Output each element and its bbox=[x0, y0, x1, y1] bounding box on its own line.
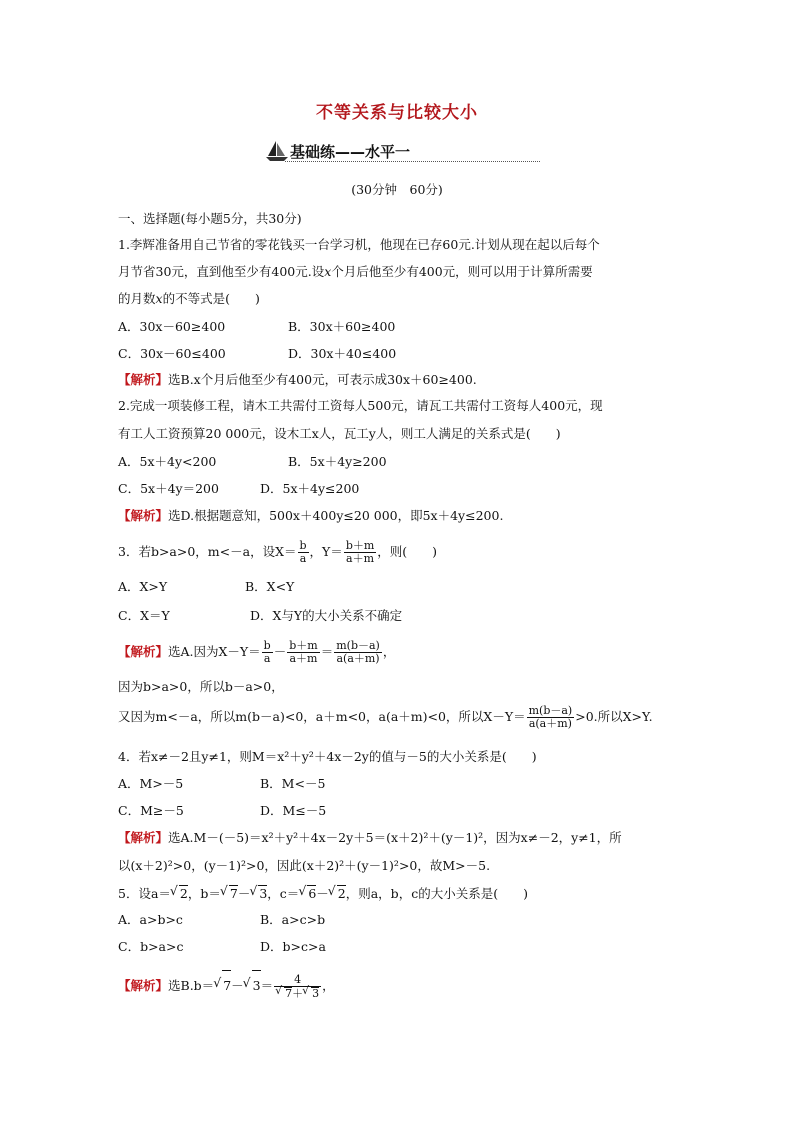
q5-option-c: C．b>a>c bbox=[118, 939, 184, 954]
q3-answer-3: 又因为m<－a，所以m(b－a)<0，a＋m<0，a(a＋m)<0，所以X－Y＝ $\frac{m(b-a)}{a(a+m)}$ >0.所以X>Y. bbox=[118, 704, 653, 730]
q2-option-a: A．5x＋4y<200 bbox=[118, 454, 217, 469]
time-info: (30分钟 60分) bbox=[351, 182, 443, 197]
q5-option-b: B．a>c>b bbox=[260, 912, 326, 927]
q1-line2: 月节省30元，直到他至少有400元.设x个月后他至少有400元，则可以用于计算所需要 bbox=[118, 264, 593, 279]
q5-option-a: A．a>b>c bbox=[118, 912, 183, 927]
q4-option-b: B．M<－5 bbox=[260, 776, 326, 791]
q2-option-d: D．5x＋4y≤200 bbox=[260, 481, 360, 496]
q1-option-b: B．30x＋60≥400 bbox=[288, 319, 396, 334]
q3-answer-2: 因为b>a>0，所以b－a>0， bbox=[118, 679, 284, 694]
q4-stem: 4．若x≠－2且y≠1，则M＝x²＋y²＋4x－2y的值与－5的大小关系是( ) bbox=[118, 749, 537, 764]
level-label: 基础练——水平一 bbox=[290, 143, 411, 161]
q1-option-d: D．30x＋40≤400 bbox=[288, 346, 397, 361]
q5-stem: 5．设a＝√ 2，b＝√ 7－√ 3，c＝√ 6－√ 2，则a，b，c的大小关系是( ) bbox=[118, 885, 528, 902]
q3-stem: 3．若b>a>0，m<－a，设X＝ $\frac{b}{a}$ ，Y＝ $\frac{b+m}{a+m}$ ，则( ) bbox=[118, 539, 438, 565]
q4-answer-1: 【解析】选A.M－(－5)＝x²＋y²＋4x－2y＋5＝(x＋2)²＋(y－1)²，因为x≠－2，y≠1，所 bbox=[118, 830, 622, 845]
q4-option-a: A．M>－5 bbox=[118, 776, 184, 791]
q5-answer: 【解析】选B.b＝√ 7－√ 3＝ 4 √ 7＋√ 3 ， bbox=[118, 970, 335, 1001]
q4-option-d: D．M≤－5 bbox=[260, 803, 327, 818]
q3-option-c: C．X＝Y bbox=[118, 608, 170, 623]
level-header bbox=[265, 140, 540, 164]
q2-option-b: B．5x＋4y≥200 bbox=[288, 454, 387, 469]
q5-option-d: D．b>c>a bbox=[260, 939, 326, 954]
section-header: 一、选择题(每小题5分，共30分) bbox=[118, 211, 302, 226]
page-title: 不等关系与比较大小 bbox=[316, 103, 478, 123]
q4-answer-2: 以(x＋2)²>0，(y－1)²>0，因此(x＋2)²＋(y－1)²>0，故M>－5. bbox=[118, 858, 491, 873]
q4-option-c: C．M≥－5 bbox=[118, 803, 184, 818]
q2-answer: 【解析】选D.根据题意知，500x＋400y≤20 000，即5x＋4y≤200. bbox=[118, 508, 504, 523]
dotted-divider bbox=[285, 161, 540, 162]
q2-line1: 2.完成一项装修工程，请木工共需付工资每人500元，请瓦工共需付工资每人400元，现 bbox=[118, 398, 603, 413]
sailboat-icon bbox=[265, 140, 289, 162]
q1-line3: 的月数x的不等式是( ) bbox=[118, 291, 260, 306]
q2-option-c: C．5x＋4y＝200 bbox=[118, 481, 219, 496]
q1-line1: 1.李辉准备用自己节省的零花钱买一台学习机，他现在已存60元.计划从现在起以后每个 bbox=[118, 237, 600, 252]
q1-option-c: C．30x－60≤400 bbox=[118, 346, 226, 361]
q1-option-a: A．30x－60≥400 bbox=[118, 319, 226, 334]
q3-option-d: D．X与Y的大小关系不确定 bbox=[250, 608, 403, 623]
q2-line2: 有工人工资预算20 000元，设木工x人，瓦工y人，则工人满足的关系式是( ) bbox=[118, 426, 561, 441]
q3-answer-1: 【解析】选A.因为X－Y＝ $\frac{b}{a}$ － $\frac{b+m}{a+m}$ ＝ $\frac{m(b-a)}{a(a+m)}$ ， bbox=[118, 639, 396, 665]
q1-answer: 【解析】选B.x个月后他至少有400元，可表示成30x＋60≥400. bbox=[118, 372, 477, 387]
q3-option-a: A．X>Y bbox=[118, 579, 168, 594]
q3-option-b: B．X<Y bbox=[245, 579, 295, 594]
